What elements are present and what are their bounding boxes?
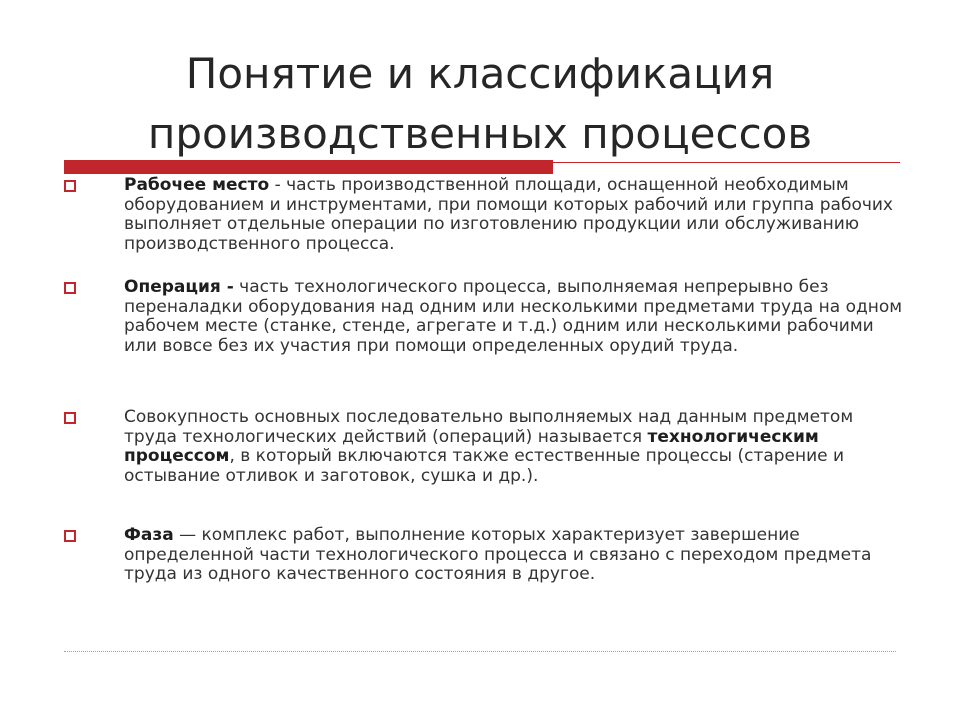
bullet-item-operation	[64, 278, 904, 408]
term-operation: Операция -	[124, 277, 234, 297]
definition-tech-process-start: Совокупность основных последовательно выполняемых над данным предметом труда технологических действий (операций) называется	[124, 407, 854, 447]
square-bullet-icon	[64, 282, 76, 294]
square-bullet-icon	[64, 530, 76, 542]
term-phase: Фаза	[124, 525, 174, 545]
definition-tech-process-end: , в который включаются также естественные процессы (старение и остывание отливок и заготовок, сушка и др.).	[124, 446, 845, 486]
bullet-list	[64, 176, 904, 586]
slide-title	[60, 44, 900, 164]
bullet-item-tech-process	[64, 408, 904, 526]
term-workplace: Рабочее место	[124, 175, 270, 195]
definition-phase: — комплекс работ, выполнение которых характеризует завершение определенной части технологического процесса и связано с переходом предмета труда из одного качественного состояния в другое.	[124, 525, 872, 584]
bullet-item-phase	[64, 526, 904, 586]
title-underline-accent	[64, 160, 553, 174]
definition-workplace: - часть производственной площади, оснащенной необходимым оборудованием и инструментами, при помощи которых рабочий или группа рабочих выполняет отдельные операции по изготовлению продукции или обслуживанию производственного процесса.	[124, 175, 893, 254]
slide-title-line-2: производственных процессов	[147, 109, 813, 158]
definition-operation: часть технологического процесса, выполняемая непрерывно без переналадки оборудования над одним или несколькими предметами труда на одном рабочем месте (станке, стенде, агрегате и т.д.) одним или несколькими рабочими или вовсе без их участия при помощи определенных орудий труда.	[124, 277, 903, 356]
footer-divider	[64, 651, 896, 652]
square-bullet-icon	[64, 180, 76, 192]
term-tech-process: технологическим процессом	[124, 426, 819, 466]
bullet-item-workplace	[64, 176, 904, 278]
square-bullet-icon	[64, 412, 76, 424]
slide-title-line-1: Понятие и классификация	[185, 49, 775, 98]
